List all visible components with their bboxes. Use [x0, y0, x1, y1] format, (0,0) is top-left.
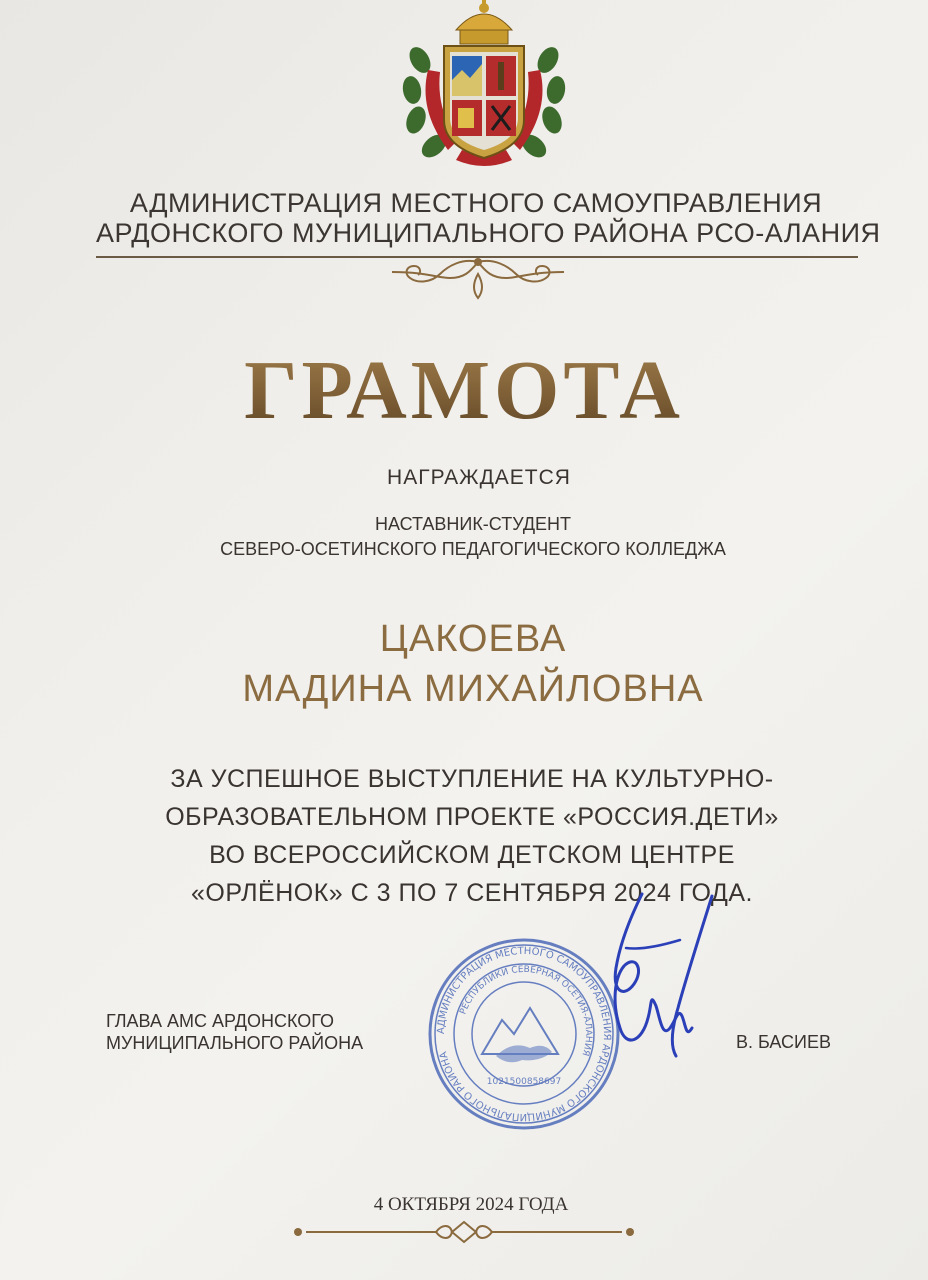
reason-line: ВО ВСЕРОССИЙСКОМ ДЕТСКОМ ЦЕНТРЕ — [209, 841, 735, 869]
issuer-line-1: АДМИНИСТРАЦИЯ МЕСТНОГО САМОУПРАВЛЕНИЯ — [129, 188, 823, 218]
role-line-1: НАСТАВНИК-СТУДЕНТ — [374, 514, 572, 534]
stamp-inner-text: РЕСПУБЛИКИ СЕВЕРНАЯ ОСЕТИЯ-АЛАНИЯ — [458, 964, 594, 1058]
role-line-2: СЕВЕРО-ОСЕТИНСКОГО ПЕДАГОГИЧЕСКОГО КОЛЛЕДЖА — [220, 539, 726, 559]
document-title: ГРАМОТА — [0, 342, 928, 439]
signatory-title-line-2: МУНИЦИПАЛЬНОГО РАЙОНА — [106, 1033, 364, 1053]
recipient-role — [0, 512, 928, 562]
name-line-1: ЦАКОЕВА — [379, 618, 567, 660]
reason-line: ОБРАЗОВАТЕЛЬНОМ ПРОЕКТЕ «РОССИЯ.ДЕТИ» — [165, 803, 779, 831]
issuer-header — [96, 188, 881, 248]
reason-line: ЗА УСПЕШНОЕ ВЫСТУПЛЕНИЕ НА КУЛЬТУРНО- — [170, 765, 774, 793]
issuer-line-2: АРДОНСКОГО МУНИЦИПАЛЬНОГО РАЙОНА РСО-АЛАНИЯ — [96, 218, 881, 248]
svg-text:РЕСПУБЛИКИ СЕВЕРНАЯ ОСЕТИЯ-АЛА — [458, 965, 593, 1057]
footer-ornament — [286, 1218, 642, 1248]
reason-line: «ОРЛЁНОК» С 3 ПО 7 СЕНТЯБРЯ 2024 ГОДА. — [191, 879, 753, 907]
awarded-label: НАГРАЖДАЕТСЯ — [387, 466, 571, 489]
award-reason — [0, 760, 928, 912]
signatory-title — [106, 1010, 363, 1054]
coat-of-arms-emblem — [398, 0, 570, 182]
stamp-outer-text: АДМИНИСТРАЦИЯ МЕСТНОГО САМОУПРАВЛЕНИЯ АРДОНСКОГО МУНИЦИПАЛЬНОГО РАЙОНА — [435, 945, 613, 1123]
recipient-name — [0, 614, 928, 714]
signatory-title-line-1: ГЛАВА АМС АРДОНСКОГО — [106, 1011, 334, 1031]
name-line-2: МАДИНА МИХАЙЛОВНА — [242, 668, 704, 710]
issue-date: 4 ОКТЯБРЯ 2024 ГОДА — [373, 1194, 569, 1215]
signatory-name: В. БАСИЕВ — [736, 1032, 831, 1052]
stamp-number: 1021500858697 — [486, 1077, 562, 1087]
handwritten-signature — [590, 888, 730, 1088]
header-ornament — [370, 244, 586, 306]
